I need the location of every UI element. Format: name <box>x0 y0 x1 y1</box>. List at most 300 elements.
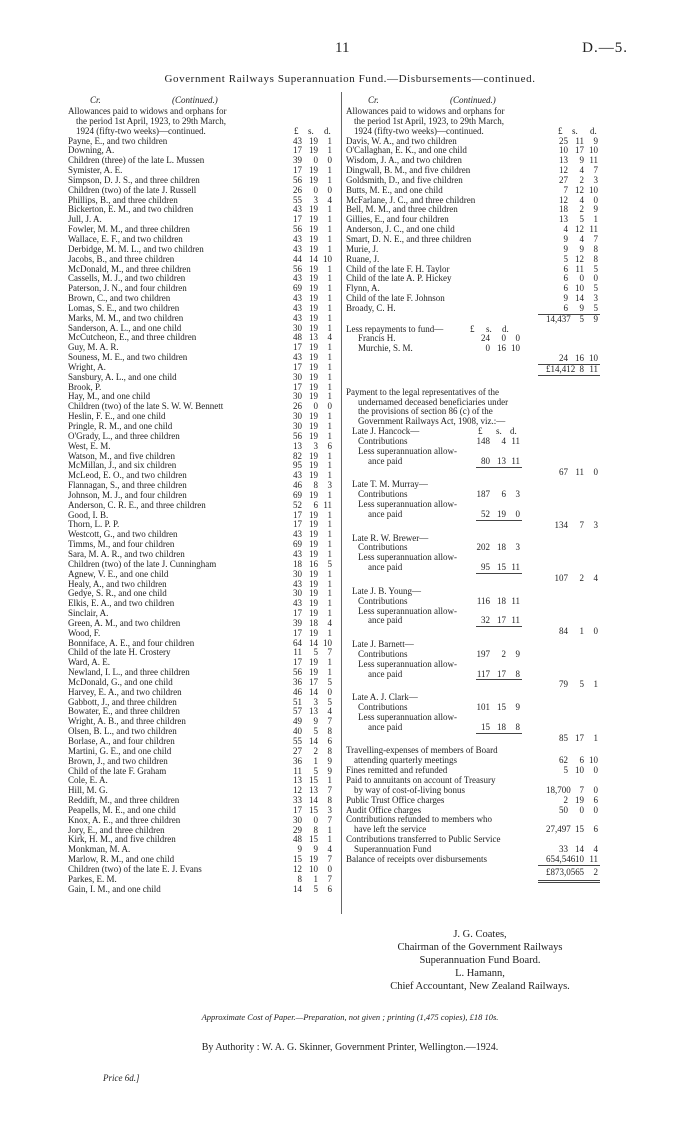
entry-name: Lomas, S. E., and two children <box>68 303 180 313</box>
entry-name: Phillips, B., and three children <box>68 195 178 205</box>
pounds-value: 8 <box>297 873 302 884</box>
allowance-row <box>346 176 600 186</box>
payment-intro-line: the provisions of section 86 (c) of the <box>358 406 493 417</box>
pounds-value: 27 <box>559 174 568 185</box>
shillings-value: 0 <box>579 804 584 815</box>
pounds-value: 5 <box>563 253 568 264</box>
pence-value: 0 <box>515 508 520 519</box>
entry-name: O'Callaghan, E. K., and one child <box>346 146 467 156</box>
entry-name: Downing, A. <box>68 146 115 156</box>
pounds-value: 46 <box>293 686 302 697</box>
pounds-value: 36 <box>293 676 302 687</box>
shillings-value: 19 <box>309 667 318 678</box>
pence-value: 0 <box>327 686 332 697</box>
pence-value: 1 <box>327 509 332 520</box>
pence-value: 8 <box>593 243 598 254</box>
repayment-name: Murchie, S. M. <box>358 343 413 354</box>
entry-name: Payne, E., and two children <box>68 136 168 146</box>
shillings-value: 19 <box>309 224 318 235</box>
pence-value: 0 <box>515 333 520 344</box>
pounds-value: 13 <box>559 214 568 225</box>
entry-name: Agnew, V. E., and one child <box>68 569 169 579</box>
allowance-paid-label: ance paid <box>368 668 403 679</box>
shillings-value: 19 <box>309 421 318 431</box>
pence-value: 0 <box>593 784 598 795</box>
signatory-role-1a: Chairman of the Government Railways <box>397 942 563 953</box>
pounds-value: 11 <box>293 647 302 658</box>
pence-value: 1 <box>327 411 332 422</box>
pence-value: 1 <box>327 588 332 599</box>
pounds-value: 56 <box>293 263 302 274</box>
shillings-value: 19 <box>309 657 318 668</box>
shillings-value: 18 <box>309 617 318 628</box>
entry-name: Peapells, M. E., and one child <box>68 805 176 815</box>
shillings-value: 0 <box>579 273 584 284</box>
pence-value: 0 <box>327 184 332 195</box>
shillings-value: 5 <box>313 726 318 737</box>
shillings-value: 10 <box>575 853 584 864</box>
shillings-value: 9 <box>313 844 318 855</box>
entry-name: McDonald, G., and one child <box>68 677 173 687</box>
shillings-value: 4 <box>579 194 584 205</box>
allowance-paid-row <box>346 563 600 573</box>
pence-value: 4 <box>327 332 332 343</box>
pence-value: 1 <box>327 263 332 274</box>
signatory-role-1b: Superannuation Fund Board. <box>419 955 541 966</box>
shillings-value: 16 <box>497 343 506 354</box>
allowance-paid-label: ance paid <box>368 455 403 466</box>
pounds-value: 49 <box>293 716 302 727</box>
shillings-value: 8 <box>313 824 318 835</box>
shillings-value: 4 <box>501 436 506 446</box>
pounds-value: 30 <box>293 568 302 579</box>
pounds-value: 9 <box>563 293 568 304</box>
entry-name: Hay, M., and one child <box>68 392 151 402</box>
pounds-value: 26 <box>293 401 302 412</box>
pence-value: 1 <box>327 204 332 215</box>
pence-value: 6 <box>593 794 598 805</box>
shillings-value: 0 <box>313 155 318 166</box>
shillings-value: 11 <box>575 263 584 274</box>
intro-line: 1924 (fifty-two weeks)—continued. <box>354 125 484 136</box>
allowance-row <box>346 225 600 235</box>
pounds-value: 24 <box>481 333 490 344</box>
pence-value: 11 <box>589 853 598 864</box>
shillings-value: 18 <box>497 595 506 606</box>
pence-value: 6 <box>327 883 332 894</box>
pounds-value: 43 <box>293 529 302 540</box>
authority-line: By Authority : W. A. G. Skinner, Government Printer, Wellington.—1924. <box>201 1042 499 1053</box>
pence-value: 5 <box>593 283 598 294</box>
grand-total-row <box>346 866 600 880</box>
allowance-paid-row <box>346 510 600 520</box>
misc-row <box>346 766 600 776</box>
entry-name: Healy, A., and two children <box>68 579 167 589</box>
pence-value: 1 <box>327 293 332 304</box>
shillings-value: 19 <box>309 568 318 579</box>
pounds-value: 67 <box>559 466 568 477</box>
pounds-value: 17 <box>293 657 302 668</box>
pence-value: 9 <box>515 648 520 659</box>
entry-name: Marks, M. M., and two children <box>68 313 184 323</box>
pounds-value: 11 <box>293 765 302 776</box>
pence-value: 0 <box>327 155 332 166</box>
shillings-value: 14 <box>309 736 318 746</box>
pence-value: 1 <box>327 598 332 609</box>
pence-value: 4 <box>327 844 332 855</box>
pounds-value: 79 <box>559 679 568 690</box>
pounds-value: 13 <box>559 155 568 166</box>
pounds-value: 17 <box>293 804 302 815</box>
shillings-value: 19 <box>309 411 318 422</box>
entry-name: Brown, J., and two children <box>68 756 168 766</box>
shillings-value: 9 <box>579 243 584 254</box>
entry-name: Wright, A. B., and three children <box>68 717 186 727</box>
pounds-value: 43 <box>293 293 302 304</box>
pounds-value: 17 <box>293 608 302 619</box>
pence-value: 10 <box>589 184 598 195</box>
pounds-value: 52 <box>481 508 490 519</box>
shillings-value: 17 <box>497 615 506 626</box>
pence-value: 1 <box>593 679 598 690</box>
pounds-value: 12 <box>559 194 568 205</box>
allowance-row <box>346 245 600 255</box>
entry-name: Brook, P. <box>68 382 102 392</box>
allowance-row <box>346 284 600 294</box>
entry-name: Wisdom, J. A., and two children <box>346 156 462 166</box>
entry-name: Wright, A. <box>68 362 106 372</box>
pounds-value: 17 <box>293 214 302 225</box>
shillings-value: 0 <box>313 814 318 825</box>
entry-name: McDonald, M., and three children <box>68 264 191 274</box>
entry-name: Murie, J. <box>346 244 379 254</box>
shillings-value: 19 <box>309 450 318 461</box>
signature-block <box>330 928 630 993</box>
pounds-value: 30 <box>293 421 302 431</box>
entry-name: Children (two) of the late S. W. W. Bennett <box>68 402 224 412</box>
pounds-value: 12 <box>293 863 302 874</box>
entry-name: Guy, M. A. R. <box>68 343 119 353</box>
shillings-value: 2 <box>579 572 584 583</box>
pounds-value: 43 <box>293 135 302 146</box>
pence-value: 0 <box>327 401 332 412</box>
entry-name: Symister, A. E. <box>68 166 123 176</box>
pence-value: 1 <box>593 732 598 743</box>
shillings-value: 19 <box>309 233 318 244</box>
shillings-value: 5 <box>313 647 318 658</box>
payment-intro-line: Payment to the legal representatives of the <box>346 386 499 397</box>
allowance-row <box>346 255 600 265</box>
shillings-value: 5 <box>313 765 318 776</box>
payment-intro-line: undernamed deceased beneficiaries under <box>358 396 509 407</box>
pounds-value: 43 <box>293 578 302 589</box>
entry-name: Children (two) of the late E. J. Evans <box>68 864 202 874</box>
shillings-value: 19 <box>309 293 318 304</box>
entry-name: Westcott, G., and two children <box>68 530 178 540</box>
shillings-value: 14 <box>309 253 318 264</box>
shillings-value: 1 <box>313 873 318 884</box>
entry-name: Ward, A. E. <box>68 658 111 668</box>
lsd-label: s. <box>308 125 314 136</box>
signatory-name-2: L. Hamann, <box>455 968 505 979</box>
pence-value: 3 <box>593 174 598 185</box>
shillings-value: 5 <box>579 214 584 225</box>
cr-label: Cr. <box>368 95 379 105</box>
pounds-value: 9 <box>563 243 568 254</box>
pounds-value: 654,546 <box>546 853 576 864</box>
pounds-value: 48 <box>293 332 302 343</box>
pounds-value: 17 <box>293 519 302 530</box>
shillings-value: 15 <box>497 702 506 713</box>
shillings-value: 19 <box>309 135 318 146</box>
pence-value: 7 <box>327 647 332 658</box>
entry-name: Simpson, D. J. S., and three children <box>68 175 200 185</box>
shillings-value: 19 <box>309 529 318 540</box>
shillings-value: 2 <box>501 648 506 659</box>
pounds-value: 187 <box>476 489 490 500</box>
contributions-label: Contributions <box>358 702 408 713</box>
shillings-value: 15 <box>309 804 318 815</box>
entry-name: McFarlane, J. C., and three children <box>346 195 476 205</box>
shillings-value: 19 <box>309 578 318 589</box>
shillings-value: 12 <box>575 184 584 195</box>
continued-label: (Continued.) <box>172 95 218 105</box>
pounds-value: 27,497 <box>546 824 571 835</box>
pence-value: 1 <box>327 391 332 402</box>
entry-name: Child of the late A. P. Hickey <box>346 274 452 284</box>
entry-name: by way of cost-of-living bonus <box>354 785 465 795</box>
spacer <box>346 376 600 388</box>
entry-name: Sinclair, A. <box>68 609 109 619</box>
pounds-value: 12 <box>559 165 568 176</box>
pounds-value: 43 <box>293 470 302 481</box>
net-allowances-row <box>346 365 600 375</box>
pounds-value: 56 <box>293 174 302 185</box>
pounds-value: 43 <box>293 598 302 609</box>
pounds-value: 17 <box>293 627 302 638</box>
pounds-value: 29 <box>293 824 302 835</box>
shillings-value: 19 <box>309 302 318 313</box>
shillings-value: 13 <box>497 455 506 466</box>
pounds-value: 43 <box>293 243 302 254</box>
column-divider <box>341 92 342 914</box>
shillings-value: 19 <box>309 460 318 471</box>
signatory-role-2: Chief Accountant, New Zealand Railways. <box>390 981 570 992</box>
misc-label: Contributions refunded to members who <box>346 814 492 825</box>
shillings-value: 3 <box>313 194 318 205</box>
pence-value: 3 <box>593 293 598 304</box>
pence-value: 10 <box>323 253 332 264</box>
shillings-value: 19 <box>309 627 318 638</box>
entry-name: Heslin, F. E., and one child <box>68 412 166 422</box>
entry-name: Wallace, E. F., and two children <box>68 234 183 244</box>
shillings-value: 4 <box>579 165 584 176</box>
allowance-row <box>346 304 600 314</box>
shillings-value: 19 <box>309 243 318 254</box>
less-label: Less repayments to fund— <box>346 323 444 334</box>
entry-name: Superannuation Fund <box>354 844 432 854</box>
pounds-value: 134 <box>554 519 568 530</box>
shillings-value: 13 <box>309 785 318 796</box>
entry-name: Butts, M. E., and one child <box>346 185 443 195</box>
pounds-value: 64 <box>293 637 302 648</box>
pence-value: 10 <box>589 353 598 364</box>
allowance-row <box>346 294 600 304</box>
pounds-value: 56 <box>293 667 302 678</box>
shillings-value: 19 <box>309 174 318 185</box>
entry-name: Child of the late F. Johnson <box>346 294 445 304</box>
payment-net-row <box>346 680 600 690</box>
pence-value: 9 <box>327 755 332 766</box>
pounds-value: 116 <box>476 595 490 606</box>
shillings-value: 19 <box>309 391 318 402</box>
allowance-paid-row <box>346 457 600 467</box>
pence-value: 0 <box>593 273 598 284</box>
shillings-value: 3 <box>313 440 318 451</box>
entry-name: McLeod, E. O., and two children <box>68 471 187 481</box>
pence-value: 4 <box>593 572 598 583</box>
allowance-row <box>346 265 600 275</box>
contributions-label: Contributions <box>358 595 408 606</box>
allowance-row <box>346 215 600 225</box>
pounds-value: 14 <box>293 883 302 894</box>
shillings-value: 11 <box>575 135 584 146</box>
pence-value: 1 <box>327 174 332 185</box>
price-note: Price 6d.] <box>103 1073 140 1083</box>
payment-intro-line: Government Railways Act, 1908, viz.:— <box>358 416 506 427</box>
repayment-name: Francis H. <box>358 333 396 344</box>
shillings-value: 19 <box>309 381 318 392</box>
pence-value: 1 <box>327 361 332 372</box>
entry-name: Monkman, M. A. <box>68 845 131 855</box>
entry-name: Balance of receipts over disbursements <box>346 854 487 864</box>
shillings-value: 19 <box>309 430 318 441</box>
pence-value: 1 <box>327 342 332 353</box>
shillings-value: 19 <box>309 588 318 599</box>
entry-name: Johnson, M. J., and four children <box>68 490 187 500</box>
pence-value: 9 <box>593 313 598 324</box>
pence-value: 11 <box>511 455 520 466</box>
pounds-value: 6 <box>563 263 568 274</box>
pounds-value: 40 <box>293 726 302 737</box>
pence-value: 10 <box>511 343 520 354</box>
allowance-row <box>346 235 600 245</box>
shillings-value: 6 <box>313 499 318 510</box>
intro-line: Allowances paid to widows and orphans for <box>346 106 505 116</box>
pence-value: 10 <box>589 755 598 766</box>
less-allowance-label: Less superannuation allow- <box>358 658 457 669</box>
shillings-value: 10 <box>575 283 584 294</box>
entry-name: Parkes, E. M. <box>68 874 117 884</box>
pounds-value: 0 <box>485 343 490 354</box>
shillings-value: 13 <box>309 332 318 343</box>
less-allowance-label: Less superannuation allow- <box>358 499 457 510</box>
shillings-value: 2 <box>313 745 318 756</box>
entry-name: Derbidge, M. M. L., and two children <box>68 244 204 254</box>
pence-value: 3 <box>515 489 520 500</box>
entry-name: Gedye, S. R., and one child <box>68 589 167 599</box>
entry-name: McCutcheon, E., and three children <box>68 333 197 343</box>
less-allowance-label: Less superannuation allow- <box>358 605 457 616</box>
pence-value: 7 <box>593 233 598 244</box>
pounds-value: 17 <box>293 165 302 176</box>
pounds-value: 69 <box>293 283 302 294</box>
pence-value: 5 <box>593 263 598 274</box>
intro-line: Allowances paid to widows and orphans for <box>68 106 227 116</box>
entry-name: Bowater, E., and three children <box>68 707 180 717</box>
shillings-value: 5 <box>579 679 584 690</box>
pounds-value: 202 <box>476 542 490 553</box>
pence-value: 9 <box>593 204 598 215</box>
pence-value: 5 <box>593 302 598 313</box>
pounds-value: 18 <box>293 558 302 569</box>
pounds-value: 33 <box>559 843 568 854</box>
pounds-value: 6 <box>563 302 568 313</box>
shillings-value: 18 <box>497 542 506 553</box>
allowance-paid-label: ance paid <box>368 508 403 519</box>
pence-value: 9 <box>327 765 332 776</box>
pence-value: 7 <box>327 854 332 865</box>
entry-name: Newland, I. L., and three children <box>68 668 190 678</box>
shillings-value: 19 <box>309 165 318 176</box>
entry-name: Souness, M. E., and two children <box>68 353 188 363</box>
pounds-value: 43 <box>293 273 302 284</box>
pounds-value: 39 <box>293 155 302 166</box>
allowance-paid-row <box>346 723 600 733</box>
shillings-value: 9 <box>579 302 584 313</box>
entry-name: Dingwall, B. M., and five children <box>346 166 471 176</box>
payment-name: Late J. B. Young— <box>352 585 422 596</box>
allowance-paid-row <box>346 670 600 680</box>
intro-line: the period 1st April, 1923, to 29th March, <box>76 115 226 126</box>
shillings-value: 14 <box>309 795 318 806</box>
shillings-value: 7 <box>579 784 584 795</box>
pounds-value: 32 <box>481 615 490 626</box>
pence-value: 1 <box>327 834 332 845</box>
pence-value: 1 <box>327 233 332 244</box>
pence-value: 11 <box>589 155 598 166</box>
pence-value: 11 <box>589 224 598 235</box>
entry-name: Children (two) of the late J. Russell <box>68 185 197 195</box>
pounds-value: 30 <box>293 588 302 599</box>
pounds-value: 30 <box>293 371 302 382</box>
pounds-value: 30 <box>293 391 302 402</box>
entry-name: Flynn, A. <box>346 284 380 294</box>
pence-value: 5 <box>327 676 332 687</box>
shillings-value: 5 <box>579 313 584 324</box>
pence-value: 1 <box>327 667 332 678</box>
pence-value: 1 <box>327 214 332 225</box>
pence-value: 4 <box>327 617 332 628</box>
entry-name: O'Grady, L., and three children <box>68 431 180 441</box>
shillings-value: 19 <box>309 214 318 225</box>
allowance-paid-label: ance paid <box>368 562 403 573</box>
pounds-value: £873,056 <box>546 866 580 877</box>
pence-value: 1 <box>327 273 332 284</box>
shillings-value: 10 <box>575 765 584 776</box>
pence-value: 7 <box>593 165 598 176</box>
entry-name: Paterson, J. N., and four children <box>68 284 187 294</box>
entry-name: Green, A. M., and two children <box>68 618 181 628</box>
pounds-value: 15 <box>293 854 302 865</box>
entry-name: Timms, M., and four children <box>68 540 175 550</box>
cost-note: Approximate Cost of Paper.—Preparation, not given ; printing (1,475 copies), £18 10s. <box>201 1012 499 1022</box>
shillings-value: 6 <box>501 489 506 500</box>
payment-name: Late T. M. Murray— <box>352 479 428 490</box>
pounds-value: 80 <box>481 455 490 466</box>
entry-name: Children (three) of the late L. Mussen <box>68 156 205 166</box>
shillings-value: 19 <box>309 342 318 353</box>
